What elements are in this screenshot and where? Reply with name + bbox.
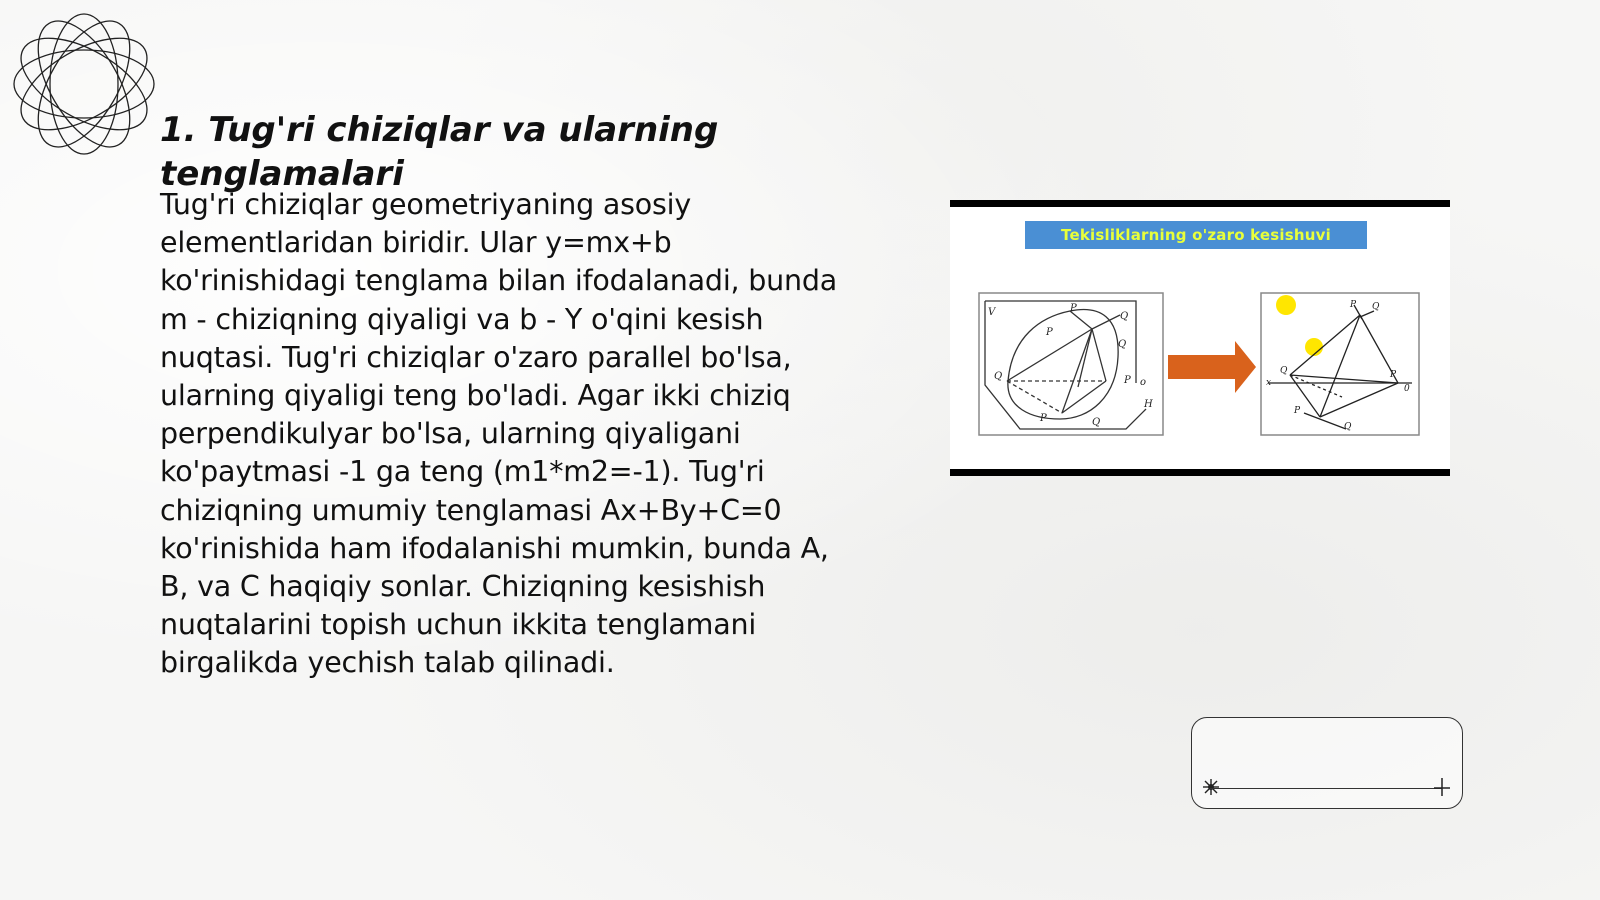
svg-text:Q: Q [994,371,1003,382]
slide-body-text: Tug'ri chiziqlar geometriyaning asosiy elementlaridan biridir. Ular y=mx+b ko'rinishidagi tenglama bilan ifodalanadi, bunda m - chiziqning qiyaligi va b - Y o'qini kesish nuqtasi. Tug'ri chiziqlar o'zaro parallel bo'lsa, ularning qiyaligi teng bo'ladi. Agar ikki chiziq perpendikulyar bo'lsa, ularning qiyaligani ko'paytmasi -1 ga teng (m1*m2=-1). Tug'ri chiziqning umumiy tenglamasi Ax+By+C=0 ko'rinishida ham ifodalanishi mumkin, bunda A, B, va C haqiqiy sonlar. Chiziqning kesishish nuqtalarini topish uchun ikkita tenglamani birgalikda yechish talab qilinadi. [160,188,838,680]
sparkle-icon[interactable] [1200,776,1222,798]
svg-text:P: P [1350,300,1357,310]
svg-text:Q: Q [1120,311,1129,322]
figure-banner: Tekisliklarning o'zaro kesishuvi [1025,221,1367,249]
svg-text:P: P [1046,327,1053,338]
svg-text:P: P [1124,375,1131,386]
slide-title: 1. Tug'ri chiziqlar va ularning tenglamalari [160,110,719,194]
svg-text:Q: Q [1280,366,1288,376]
svg-text:x: x [1266,378,1272,388]
plane-intersection-figure [950,200,1450,476]
svg-text:P: P [1040,413,1047,424]
spirograph-icon [10,10,158,158]
svg-text:P: P [1070,303,1077,314]
svg-text:Q: Q [1118,339,1127,350]
svg-text:Q: Q [1344,422,1352,432]
media-progress-track[interactable] [1210,788,1442,789]
svg-text:V: V [988,307,996,318]
crosshair-icon[interactable] [1432,776,1452,798]
svg-text:0: 0 [1404,384,1410,394]
media-playback-control[interactable] [1191,717,1463,809]
svg-text:P: P [1390,370,1397,380]
svg-text:o: o [1140,377,1147,388]
svg-text:Q: Q [1092,417,1101,428]
svg-text:P: P [1294,406,1301,416]
svg-text:Q: Q [1372,302,1380,312]
svg-text:H: H [1144,399,1153,410]
